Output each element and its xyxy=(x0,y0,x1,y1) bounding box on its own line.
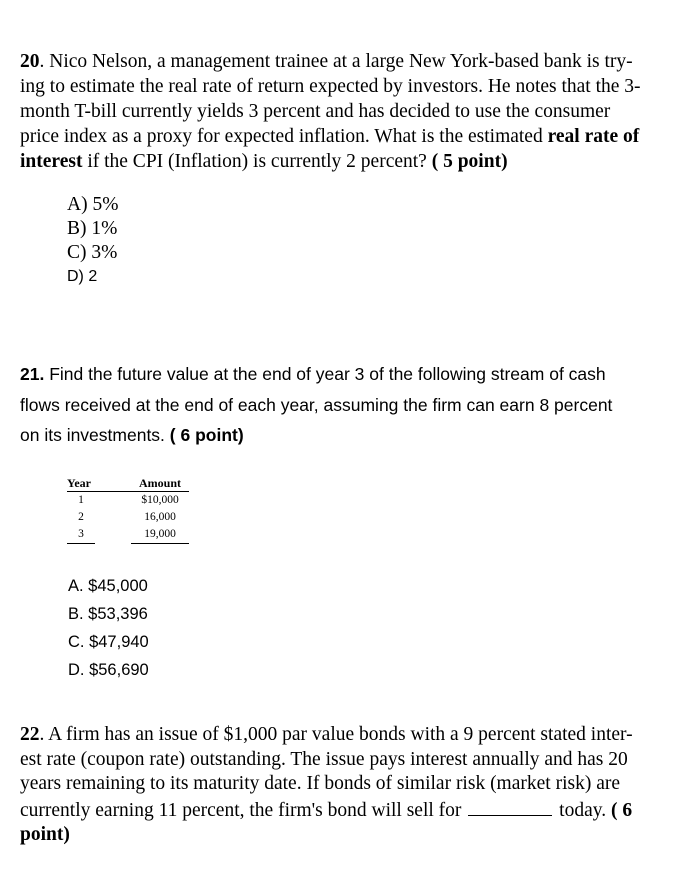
question-20 xyxy=(20,49,680,174)
amount-cell: 19,000 xyxy=(131,526,189,544)
q22-line-1: 22. A firm has an issue of $1,000 par value bonds with a 9 percent stated inter- xyxy=(20,724,633,745)
amount-cell: 16,000 xyxy=(144,511,176,523)
q20-line-3: month T-bill currently yields 3 percent and has decided to use the consumer xyxy=(20,101,611,122)
q22-line-3: years remaining to its maturity date. If bonds of similar risk (market risk) are xyxy=(20,773,620,794)
answer-blank[interactable] xyxy=(468,797,552,816)
question-21 xyxy=(20,359,612,451)
q20-number: 20 xyxy=(20,51,40,72)
question-22 xyxy=(20,723,680,848)
q21-line-1: 21. Find the future value at the end of year 3 of the following stream of cash xyxy=(20,364,606,384)
q21-option-c[interactable]: C. $47,940 xyxy=(68,633,149,651)
year-header: Year xyxy=(67,476,95,492)
q20-options xyxy=(67,193,118,289)
year-cell: 2 xyxy=(78,511,84,523)
q22-number: 22 xyxy=(20,724,40,745)
year-cell: 1 xyxy=(78,494,84,506)
q20-option-b[interactable]: B) 1% xyxy=(67,218,118,239)
q20-option-d[interactable]: D) 2 xyxy=(67,268,98,285)
table-row xyxy=(67,492,189,510)
q20-line-5: interest if the CPI (Inflation) is currently 2 percent? ( 5 point) xyxy=(20,151,508,172)
amount-cell: $10,000 xyxy=(131,492,189,510)
q21-number: 21. xyxy=(20,364,45,384)
q20-bold-term: real rate of xyxy=(547,126,640,147)
q20-line-4: price index as a proxy for expected inflation. What is the estimated real rate of xyxy=(20,126,640,147)
q22-points: ( 6 xyxy=(610,799,633,821)
q21-line-2: flows received at the end of each year, assuming the firm can earn 8 percent xyxy=(20,394,613,415)
q22-line-5: point) xyxy=(20,824,70,845)
year-cell: 3 xyxy=(67,526,95,544)
q22-line-4: currently earning 11 percent, the firm's bond will sell for today. ( 6 xyxy=(20,797,680,824)
table-row xyxy=(67,526,189,544)
q20-option-c[interactable]: C) 3% xyxy=(67,242,118,263)
q21-option-b[interactable]: B. $53,396 xyxy=(68,605,148,623)
q21-option-a[interactable]: A. $45,000 xyxy=(68,577,148,595)
q21-line-3: on its investments. ( 6 point) xyxy=(20,425,244,445)
cash-flow-table xyxy=(67,476,189,544)
q20-line-2: ing to estimate the real rate of return expected by investors. He notes that the 3- xyxy=(20,76,641,97)
table-header-row xyxy=(67,476,189,492)
q22-line-2: est rate (coupon rate) outstanding. The issue pays interest annually and has 20 xyxy=(20,748,628,770)
q20-line-1: 20. Nico Nelson, a management trainee at a large New York-based bank is try- xyxy=(20,51,633,72)
q21-option-d[interactable]: D. $56,690 xyxy=(68,661,149,679)
q21-points: ( 6 point) xyxy=(169,425,244,445)
amount-header: Amount xyxy=(131,476,189,492)
q20-option-a[interactable]: A) 5% xyxy=(67,194,119,215)
q20-points: ( 5 point) xyxy=(431,151,508,172)
table-row xyxy=(67,509,189,526)
q21-options xyxy=(68,572,149,684)
